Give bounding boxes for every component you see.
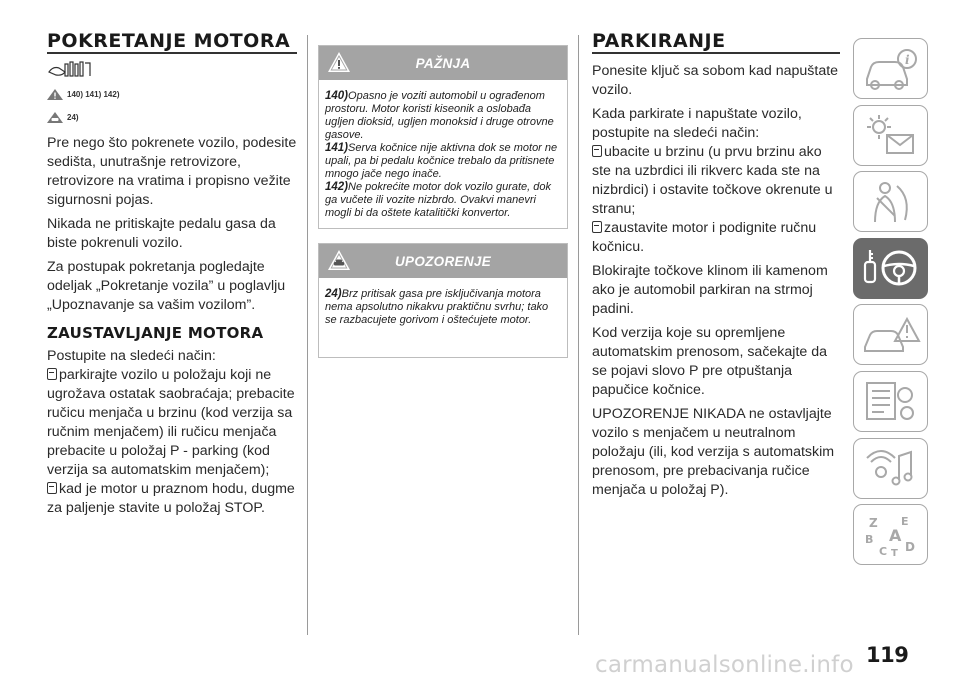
svg-text:Z: Z: [868, 515, 878, 530]
chapter-tabs: [853, 38, 930, 571]
warning-number: 141): [325, 142, 349, 154]
svg-text:C: C: [878, 544, 887, 558]
caution-box: [318, 243, 568, 358]
caution-title: UPOZORENJE: [394, 254, 492, 269]
warning-number: 142): [325, 181, 349, 193]
paragraph: Blokirajte točkove klinom ili kamenom ako je automobil parkiran na strmoj padini.: [592, 263, 828, 317]
caution-item: [325, 288, 561, 327]
page-number: 119: [866, 643, 909, 667]
bullet-icon: [592, 221, 602, 233]
tab-index[interactable]: [853, 504, 928, 565]
list-item: [592, 219, 840, 257]
caution-text: Brz pritisak gasa pre isključivanja motora nema apsolutno nikakvu praktičnu svrhu; tako se razbacujete gorivom i oštećujete motor.: [325, 288, 549, 326]
key-steering-wheel-icon: [861, 244, 921, 292]
note-ref-number[interactable]: 24): [67, 112, 79, 122]
warning-lights-icon: [861, 111, 921, 159]
warning-number: 140): [325, 90, 349, 102]
car-info-icon: [861, 45, 921, 93]
middle-column: [318, 45, 568, 358]
warning-header: [319, 46, 567, 80]
note-refs: [47, 112, 297, 123]
svg-text:A: A: [888, 525, 901, 545]
list-item: [47, 366, 297, 480]
heading-rule: [592, 52, 840, 54]
svg-text:i: i: [904, 52, 910, 67]
svg-text:E: E: [900, 514, 909, 528]
list-item-text: parkirajte vozilo u položaju koji ne ugrožava ostatak saobraćaja; prebacite ručicu menjača u brzinu (kod verzija sa ručnim menjačem) ili ručicu menjača prebacite u položaj P - parking (kod verzija sa automatskim menjačem);: [47, 367, 295, 478]
emergency-icon: [861, 311, 921, 359]
warning-text: Opasno je voziti automobil u ograđenom prostoru. Motor koristi kiseonik a oslobađa ugljen dioksid, ugljen monoksid i druge otrovne gasove.: [325, 90, 554, 141]
svg-text:B: B: [864, 532, 873, 546]
list-item-text: ubacite u brzinu (u prvu brzinu ako ste na uzbrdici ili rikverc kada ste na nizbrdici) i ostavite točkove okrenute u stranu;: [592, 144, 833, 217]
tab-car-info[interactable]: [853, 38, 928, 99]
list-item: [592, 143, 840, 219]
right-column: [592, 30, 840, 505]
section-heading-parking: PARKIRANJE: [592, 30, 726, 52]
section-heading-starting-engine: POKRETANJE MOTORA: [47, 30, 291, 52]
hands-icon: [47, 60, 297, 85]
multimedia-icon: [861, 444, 921, 492]
column-divider: [307, 35, 308, 635]
tab-warning-lights[interactable]: [853, 105, 928, 166]
bullet-icon: [592, 145, 602, 157]
tab-maintenance[interactable]: [853, 371, 928, 432]
list-item-text: zaustavite motor i podignite ručnu kočnicu.: [592, 220, 817, 255]
warning-text: Ne pokrećite motor dok vozilo gurate, dok ga vučete ili vozite nizbrdo. Ovakvi manevri mogli bi da oštete katalitički konvertor.: [325, 181, 552, 219]
left-column: [47, 30, 297, 523]
caution-header: [319, 244, 567, 278]
warning-item: [325, 90, 561, 142]
warning-refs: [47, 89, 297, 100]
caution-body: [319, 278, 567, 357]
warning-ref-numbers[interactable]: 140) 141) 142): [67, 89, 120, 99]
tab-multimedia[interactable]: [853, 438, 928, 499]
tab-starting-driving[interactable]: [853, 238, 928, 299]
paragraph: Pre nego što pokrenete vozilo, podesite sedišta, unutrašnje retrovizore, retrovizore na vratima i propisno vežite sigurnosni pojas.: [47, 135, 297, 208]
heading-rule: [47, 52, 297, 54]
list-item: [47, 480, 297, 518]
caution-number: 24): [325, 288, 342, 300]
tab-emergency[interactable]: [853, 304, 928, 365]
paragraph: Za postupak pokretanja pogledajte odeljak „Pokretanje vozila” u poglavlju „Upoznavanje sa vašim vozilom”.: [47, 259, 286, 313]
warning-item: [325, 142, 561, 181]
maintenance-icon: [861, 377, 921, 425]
paragraph: Ponesite ključ sa sobom kad napuštate vozilo.: [592, 63, 839, 98]
warning-title: PAŽNJA: [415, 56, 471, 71]
watermark-text: carmanualsonline.info: [595, 652, 854, 678]
warning-body: [319, 80, 567, 228]
warning-box: [318, 45, 568, 229]
svg-text:T: T: [890, 547, 898, 559]
tab-safety[interactable]: [853, 171, 928, 232]
warning-text: Serva kočnice nije aktivna dok se motor ne upali, pa bi pedalu kočnice trebalo da pritisnete mnogo jače nego inače.: [325, 142, 558, 180]
warning-triangle-icon: [47, 89, 63, 100]
paragraph: Kada parkirate i napuštate vozilo, postupite na sledeći način:: [592, 106, 802, 141]
column-divider: [578, 35, 579, 635]
paragraph: Postupite na sledeći način:: [47, 348, 216, 364]
warning-item: [325, 181, 561, 220]
list-item-text: kad je motor u praznom hodu, dugme za paljenje stavite u položaj STOP.: [47, 481, 295, 516]
caution-car-icon: [47, 112, 63, 123]
bullet-icon: [47, 482, 57, 494]
paragraph: Nikada ne pritiskajte pedalu gasa da biste pokrenuli vozilo.: [47, 216, 276, 251]
paragraph: UPOZORENJE NIKADA ne ostavljajte vozilo s menjačem u neutralnom položaju (ili, kod verzija s automatskim prenosom, pre prebacivanja ručice menjača u položaj P).: [592, 406, 835, 498]
index-icon: [861, 511, 921, 559]
safety-icon: [861, 178, 921, 226]
bullet-icon: [47, 368, 57, 380]
svg-text:D: D: [904, 539, 915, 554]
paragraph: Kod verzija koje su opremljene automatskim prenosom, sačekajte da se pojavi slovo P pre otpuštanja papučice kočnice.: [592, 325, 827, 398]
subheading-stopping-engine: ZAUSTAVLJANJE MOTORA: [47, 324, 264, 342]
